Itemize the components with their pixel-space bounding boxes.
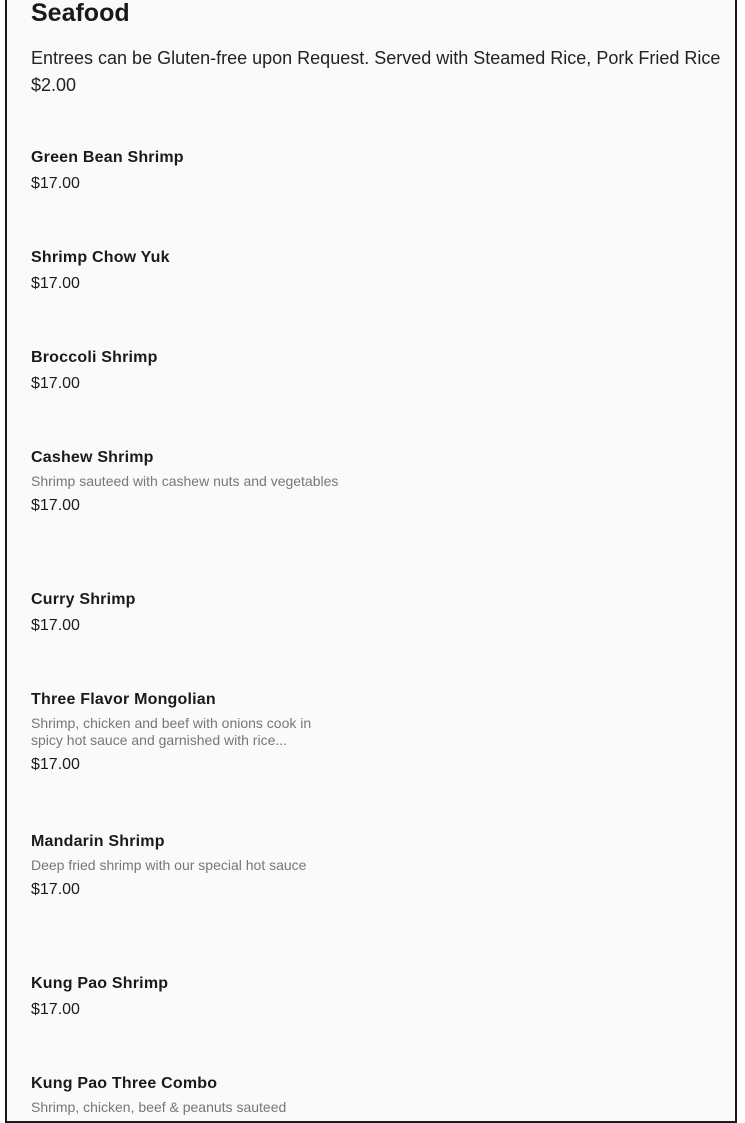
menu-item-price: $17.00 xyxy=(31,175,80,192)
menu-item-curry-shrimp[interactable] xyxy=(31,590,341,636)
menu-item-description: Deep fried shrimp with our special hot sauce xyxy=(31,857,307,873)
menu-item-price: $17.00 xyxy=(31,756,80,773)
menu-item-mandarin-shrimp[interactable] xyxy=(31,832,341,900)
menu-item-green-bean-shrimp[interactable] xyxy=(31,148,341,194)
section-title: Seafood xyxy=(31,0,130,27)
menu-item-price: $17.00 xyxy=(31,375,80,392)
menu-item-cashew-shrimp[interactable] xyxy=(31,448,341,516)
menu-item-broccoli-shrimp[interactable] xyxy=(31,348,341,394)
menu-item-description: Shrimp, chicken, beef & peanuts sauteed xyxy=(31,1099,287,1115)
menu-item-price: $17.00 xyxy=(31,881,80,898)
menu-item-price: $17.00 xyxy=(31,617,80,634)
menu-item-name: Broccoli Shrimp xyxy=(31,349,158,366)
menu-item-name: Shrimp Chow Yuk xyxy=(31,249,170,266)
menu-item-price: $17.00 xyxy=(31,275,80,292)
menu-item-name: Kung Pao Shrimp xyxy=(31,975,169,992)
menu-panel xyxy=(5,0,737,1123)
menu-item-kung-pao-shrimp[interactable] xyxy=(31,974,341,1020)
menu-item-name: Mandarin Shrimp xyxy=(31,833,165,850)
menu-item-description: Shrimp sauteed with cashew nuts and vegetables xyxy=(31,473,339,489)
menu-item-three-flavor-mongolian[interactable] xyxy=(31,690,341,775)
menu-item-description: Shrimp, chicken and beef with onions cook in spicy hot sauce and garnished with rice... xyxy=(31,715,312,748)
menu-item-shrimp-chow-yuk[interactable] xyxy=(31,248,341,294)
menu-item-name: Curry Shrimp xyxy=(31,591,136,608)
menu-item-name: Three Flavor Mongolian xyxy=(31,691,216,708)
menu-item-name: Green Bean Shrimp xyxy=(31,149,184,166)
menu-item-price: $17.00 xyxy=(31,1001,80,1018)
section-description: Entrees can be Gluten-free upon Request. Served with Steamed Rice, Pork Fried Rice $2.00 xyxy=(31,48,721,95)
menu-item-price: $17.00 xyxy=(31,497,80,514)
menu-item-name: Cashew Shrimp xyxy=(31,449,154,466)
menu-item-name: Kung Pao Three Combo xyxy=(31,1075,218,1092)
